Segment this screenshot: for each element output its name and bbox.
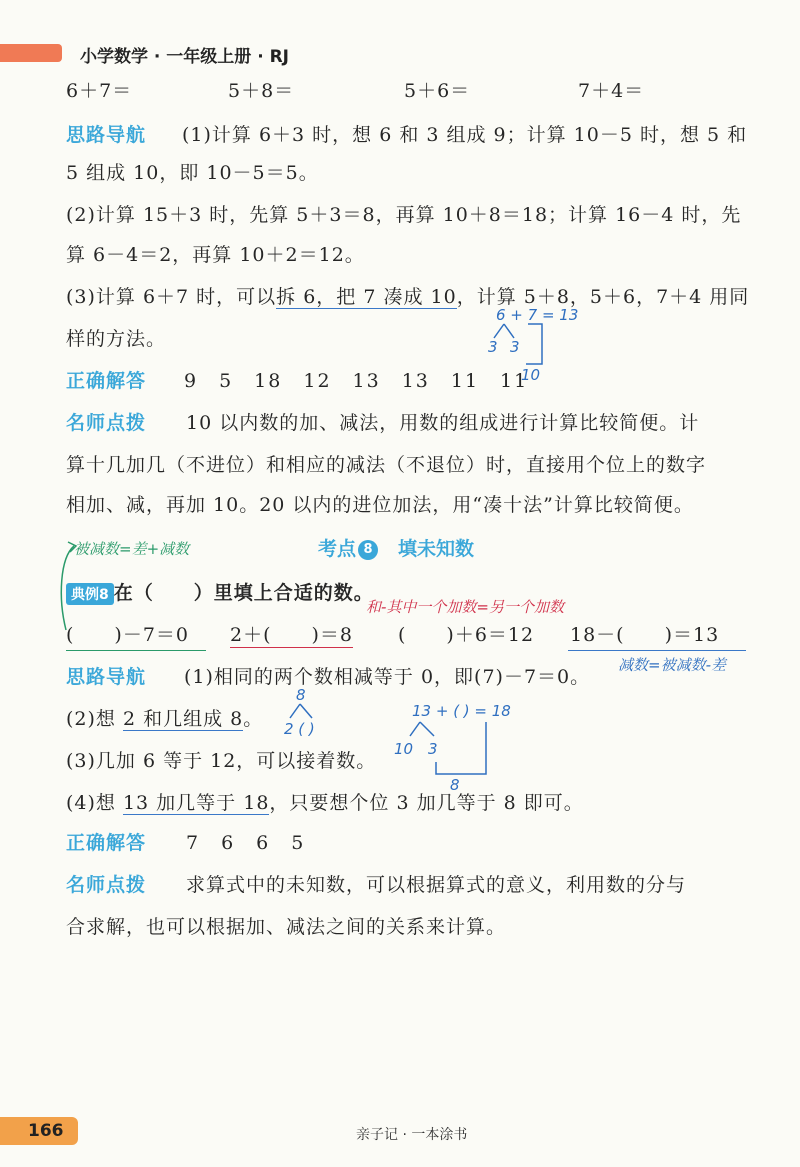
book-title: 小学数学 · 一年级上册 · RJ [80, 47, 290, 67]
handwritten-digit: 8 [450, 776, 460, 794]
equation: 2＋( )＝8 [230, 620, 353, 648]
handwritten-digit: 3 [488, 338, 498, 356]
analysis-label: 思路导航 [66, 124, 147, 146]
page-number: 166 [28, 1121, 64, 1141]
handwritten-note: 减数=被减数-差 [618, 656, 726, 674]
handwritten-digit: 10 [521, 366, 541, 384]
handwritten-digit: 3 [510, 338, 520, 356]
analysis-line: (2)计算 15＋3 时，先算 5＋3＝8，再算 10＋8＝18；计算 16－4 时，先 [66, 204, 742, 226]
equation: ( )－7＝0 [66, 624, 190, 646]
underlined-phrase: 2 和几组成 8 [122, 708, 244, 730]
tip-line: 算十几加几（不进位）和相应的减法（不退位）时，直接用个位上的数字 [66, 454, 707, 476]
handwritten-note: 和-其中一个加数=另一个加数 [366, 598, 564, 616]
handwritten-equation: 13 + ( ) = 18 [412, 702, 511, 720]
handwritten-note: 被减数=差+减数 [74, 540, 190, 558]
tip-line: 相加、减，再加 10。20 以内的进位加法，用“凑十法”计算比较简便。 [66, 494, 694, 516]
equation: ( )＋6＝12 [398, 624, 535, 646]
footer-text: 亲子记 · 一本涂书 [356, 1127, 468, 1143]
analysis-line: (1)相同的两个数相减等于 0，即(7)－7＝0。 [184, 666, 591, 688]
tip-label: 名师点拨 [66, 412, 147, 434]
answers: 7 6 6 5 [186, 832, 306, 854]
handwritten-digits: 2 ( ) [284, 720, 315, 738]
analysis-line: (1)计算 6＋3 时，想 6 和 3 组成 9；计算 10－5 时，想 5 和 [182, 124, 748, 146]
tip-line: 10 以内数的加、减法，用数的组成进行计算比较简便。计 [186, 412, 700, 434]
handwritten-equation: 6 + 7 = 13 [496, 306, 579, 324]
top-exercise-3: 5＋6＝ [404, 80, 471, 102]
analysis-line: (3)计算 6＋7 时，可以拆 6，把 7 凑成 10，计算 5＋8，5＋6，7＋4 用同 [66, 286, 750, 308]
analysis-line: (4)想 13 加几等于 18，只要想个位 3 加几等于 8 即可。 [66, 792, 584, 814]
blue-underline [568, 650, 746, 651]
handwritten-digit: 8 [296, 686, 306, 704]
answer-label: 正确解答 [66, 370, 147, 392]
handwritten-digit: 3 [428, 740, 438, 758]
analysis-line: (3)几加 6 等于 12，可以接着数。 [66, 750, 377, 772]
analysis-line: 样的方法。 [66, 328, 167, 350]
header-accent-bar [0, 44, 62, 62]
handwritten-branch [284, 702, 324, 722]
analysis-label: 思路导航 [66, 666, 147, 688]
top-exercise-2: 5＋8＝ [228, 80, 295, 102]
example-question: 典例8 在（ ）里填上合适的数。 [66, 578, 374, 605]
answer-label: 正确解答 [66, 832, 147, 854]
answers: 9 5 18 12 13 13 11 11 [184, 370, 529, 392]
analysis-line: 5 组成 10，即 10－5＝5。 [66, 162, 319, 184]
analysis-line: 算 6－4＝2，再算 10＋2＝12。 [66, 244, 365, 266]
handwritten-digit: 10 [394, 740, 414, 758]
top-exercise-1: 6＋7＝ [66, 80, 133, 102]
tip-line: 合求解，也可以根据加、减法之间的关系来计算。 [66, 916, 507, 938]
page-number-tab [0, 1117, 78, 1145]
top-exercise-4: 7＋4＝ [578, 80, 645, 102]
analysis-line: (2)想 2 和几组成 8。 [66, 708, 264, 730]
underlined-phrase: 13 加几等于 18 [122, 792, 270, 814]
green-underline [66, 650, 206, 651]
tip-line: 求算式中的未知数，可以根据算式的意义，利用数的分与 [186, 874, 687, 896]
example-badge: 典例8 [66, 583, 114, 605]
underlined-phrase: 拆 6，把 7 凑成 10 [276, 286, 457, 308]
equation: 18－( )＝13 [570, 624, 720, 646]
tip-label: 名师点拨 [66, 874, 147, 896]
section-heading: 考点 8 填未知数 [318, 538, 475, 560]
